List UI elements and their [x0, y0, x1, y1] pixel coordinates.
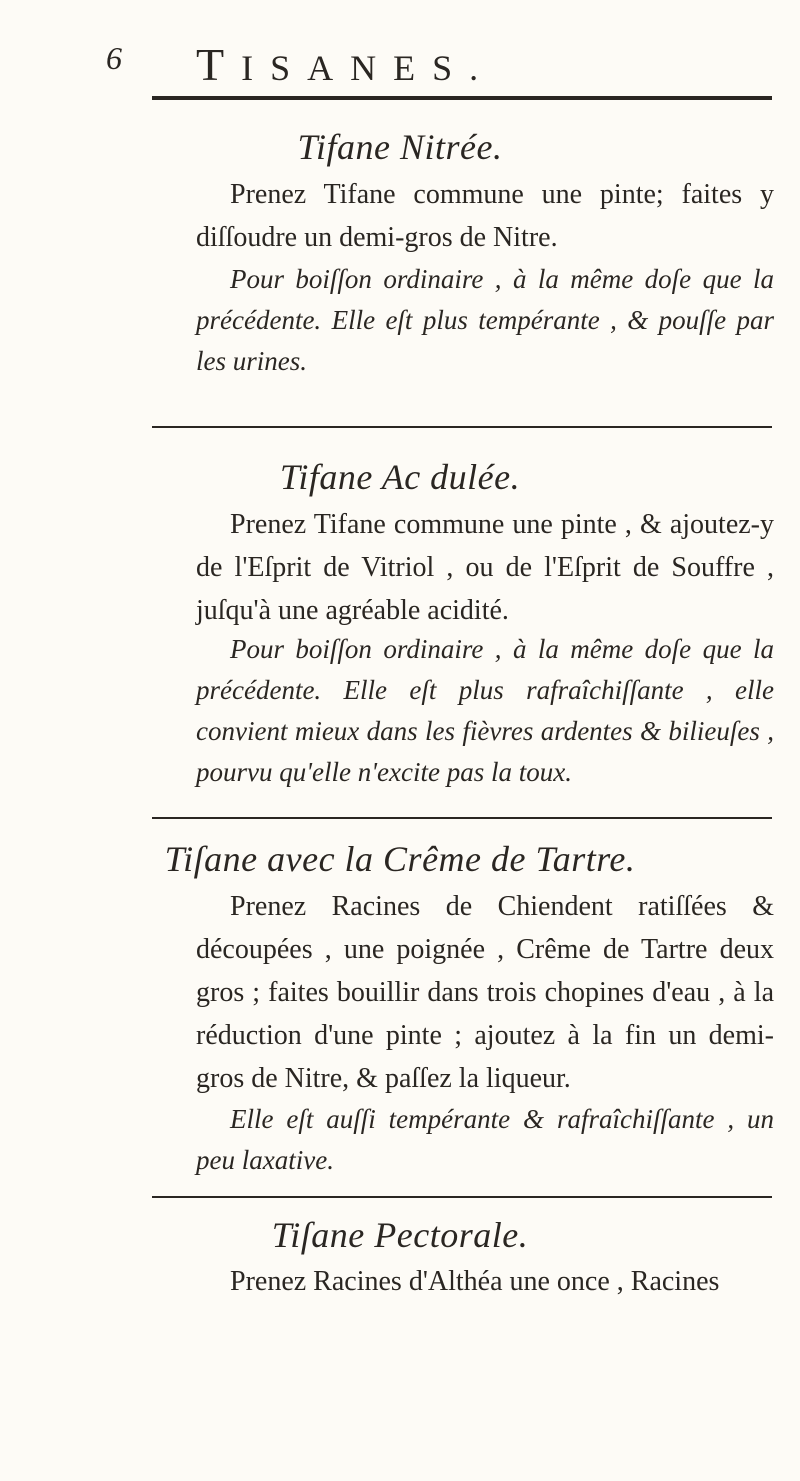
note-tisane-nitree: Pour boiſſon ordinaire , à la même doſe que la précédente. Elle eſt plus tempérante , & pouſſe par les urines.	[196, 264, 774, 376]
recipe-tisane-nitree: Prenez Tifane commune une pinte; faites y diſſoudre un demi-gros de Nitre.	[196, 179, 774, 253]
note-tisane-creme-de-tartre: Elle eſt auſſi tempérante & rafraîchiſſante , un peu laxative.	[196, 1104, 774, 1175]
section-divider	[152, 426, 772, 428]
header-rule	[152, 96, 772, 100]
running-title-rest: ISANES.	[241, 48, 496, 88]
running-title-initial: T	[196, 39, 242, 90]
recipe-tisane-creme-de-tartre: Prenez Racines de Chiendent ratiſſées & découpées , une poignée , Crême de Tartre deux gros ; faites bouillir dans trois chopines d'eau , à la réduction d'une pinte ; ajoutez à la fin un demi-gros de Nitre, & paſſez la liqueur.	[196, 891, 774, 1094]
recipe-tisane-acidulee: Prenez Tifane commune une pinte , & ajoutez-y de l'Eſprit de Vitriol , ou de l'Eſprit de Souffre , juſqu'à une agréable acidité.	[196, 509, 774, 626]
section-heading-tisane-creme-de-tartre: Tiſane avec la Crême de Tartre.	[164, 839, 636, 879]
running-title	[196, 38, 495, 91]
section-heading-tisane-acidulee: Tifane Ac dulée.	[279, 457, 521, 497]
recipe-tisane-pectorale: Prenez Racines d'Althéa une once , Racines	[230, 1266, 720, 1297]
section-heading-tisane-nitree: Tifane Nitrée.	[297, 127, 503, 167]
section-divider	[152, 817, 772, 819]
section-heading-tisane-pectorale: Tiſane Pectorale.	[271, 1215, 529, 1255]
section-divider	[152, 1196, 772, 1198]
note-tisane-acidulee: Pour boiſſon ordinaire , à la même doſe que la précédente. Elle eſt plus rafraîchiſſante , elle convient mieux dans les fièvres ardentes & bilieuſes , pourvu qu'elle n'excite pas la toux.	[196, 634, 774, 787]
page-number: 6	[106, 40, 122, 76]
running-head	[0, 38, 800, 88]
